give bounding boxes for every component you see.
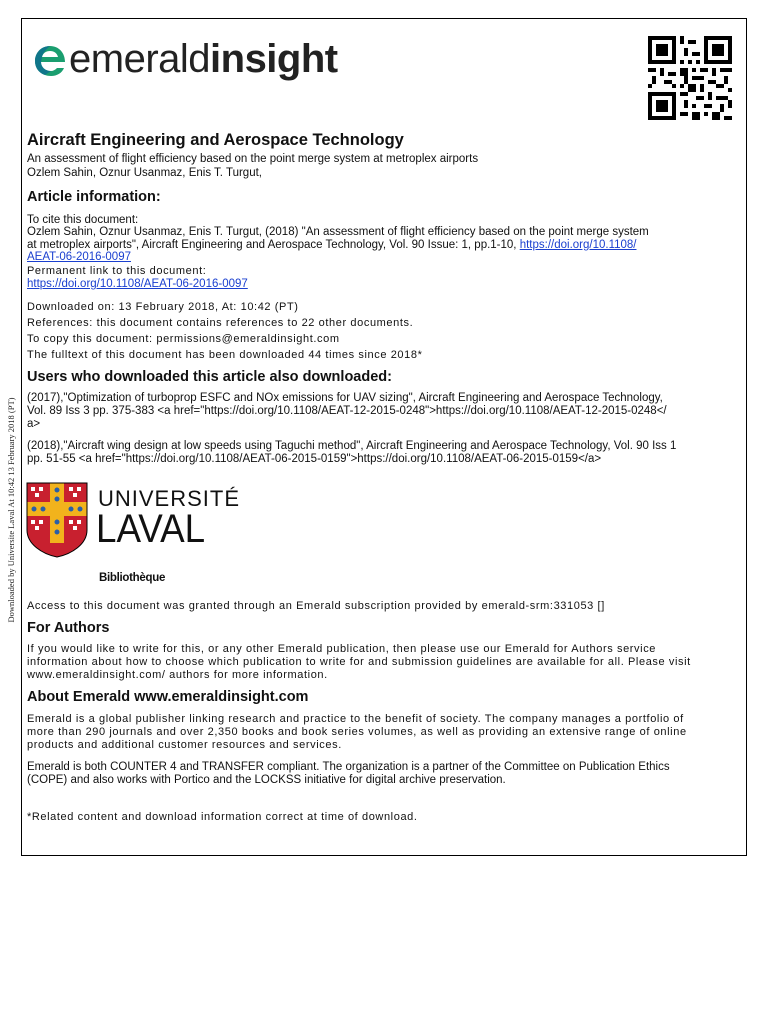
logo-word-emerald: emerald <box>69 37 211 81</box>
logo-word-insight: insight <box>210 37 338 81</box>
copy-info: To copy this document: permissions@emeraldinsight.com <box>27 333 340 345</box>
for-authors-line-2: information about how to choose which publication to write for and submission guidelines are available for all. Please visit <box>27 656 691 668</box>
cite-label: To cite this document: <box>27 214 139 226</box>
cite-line-3 <box>27 251 131 264</box>
emerald-logo-mark-icon <box>33 44 67 78</box>
for-authors-line-1: If you would like to write for this, or any other Emerald publication, then please use our Emerald for Authors service <box>27 643 657 655</box>
related-item-1-line-1: (2017),"Optimization of turboprop ESFC and NOx emissions for UAV sizing", Aircraft Engineering and Aerospace Technology, <box>27 392 663 404</box>
fulltext-count: The fulltext of this document has been downloaded 44 times since 2018* <box>27 349 423 361</box>
cite-line-1: Ozlem Sahin, Oznur Usanmaz, Enis T. Turgut, (2018) "An assessment of flight efficiency based on the point merge system <box>27 226 649 238</box>
article-title: An assessment of flight efficiency based on the point merge system at metroplex airports <box>27 153 479 165</box>
cite-line-2-text: at metroplex airports", Aircraft Engineering and Aerospace Technology, Vol. 90 Issue: 1, pp.1-10, <box>27 239 520 251</box>
about-p1-line-2: more than 290 journals and over 2,350 books and book series volumes, as well as providing an extensive range of online <box>27 726 687 738</box>
qr-code-icon <box>648 36 732 120</box>
download-watermark-text: Downloaded by Universite Laval At 10:42 13 February 2018 (PT) <box>6 397 16 623</box>
about-emerald-heading: About Emerald www.emeraldinsight.com <box>27 689 309 705</box>
for-authors-line-3: www.emeraldinsight.com/ authors for more information. <box>27 669 328 681</box>
downloaded-on: Downloaded on: 13 February 2018, At: 10:42 (PT) <box>27 301 299 313</box>
bibliotheque-label: Bibliothèque <box>99 572 166 584</box>
footnote: *Related content and download information correct at time of download. <box>27 811 418 823</box>
journal-title: Aircraft Engineering and Aerospace Technology <box>27 131 404 149</box>
about-p1-line-3: products and additional customer resources and services. <box>27 739 342 751</box>
laval-shield-icon <box>26 482 88 558</box>
authors: Ozlem Sahin, Oznur Usanmaz, Enis T. Turgut, <box>27 167 262 179</box>
related-item-1-line-2: Vol. 89 Iss 3 pp. 375-383 <a href="https://doi.org/10.1108/AEAT-12-2015-0248">https://doi.org/10.1108/AEAT-12-2015-0248</ <box>27 405 667 417</box>
permanent-link-line <box>27 278 248 291</box>
cite-doi-link[interactable]: https://doi.org/10.1108/ <box>519 239 637 251</box>
emerald-insight-logo <box>33 38 353 84</box>
related-item-1-line-3: a> <box>27 418 41 430</box>
access-statement: Access to this document was granted through an Emerald subscription provided by emerald-srm:331053 [] <box>27 600 605 612</box>
permanent-link-label: Permanent link to this document: <box>27 265 207 277</box>
logo-wordmark <box>69 35 338 83</box>
universite-word: UNIVERSITÉ <box>98 486 241 511</box>
about-p2-line-1: Emerald is both COUNTER 4 and TRANSFER compliant. The organization is a partner of the Committee on Publication Ethics <box>27 761 670 773</box>
for-authors-heading: For Authors <box>27 620 110 636</box>
about-p1-line-1: Emerald is a global publisher linking research and practice to the benefit of society. The company manages a portfolio of <box>27 713 684 725</box>
related-item-2-line-2: pp. 51-55 <a href="https://doi.org/10.1108/AEAT-06-2015-0159">https://doi.org/10.1108/AEAT-06-2015-0159</a> <box>27 453 602 465</box>
references-count: References: this document contains references to 22 other documents. <box>27 317 414 329</box>
laval-word: LAVAL <box>96 507 206 551</box>
universite-laval-logo <box>26 482 241 587</box>
permanent-link[interactable]: https://doi.org/10.1108/AEAT-06-2016-0097 <box>27 278 248 290</box>
download-watermark <box>4 360 18 660</box>
related-item-2-line-1: (2018),"Aircraft wing design at low speeds using Taguchi method", Aircraft Engineering and Aerospace Technology, Vol. 90 Iss 1 <box>27 440 677 452</box>
about-p2-line-2: (COPE) and also works with Portico and the LOCKSS initiative for digital archive preservation. <box>27 774 506 786</box>
cite-doi-link-continued[interactable]: AEAT-06-2016-0097 <box>27 251 131 263</box>
article-info-heading: Article information: <box>27 189 161 205</box>
also-downloaded-heading: Users who downloaded this article also downloaded: <box>27 369 392 385</box>
